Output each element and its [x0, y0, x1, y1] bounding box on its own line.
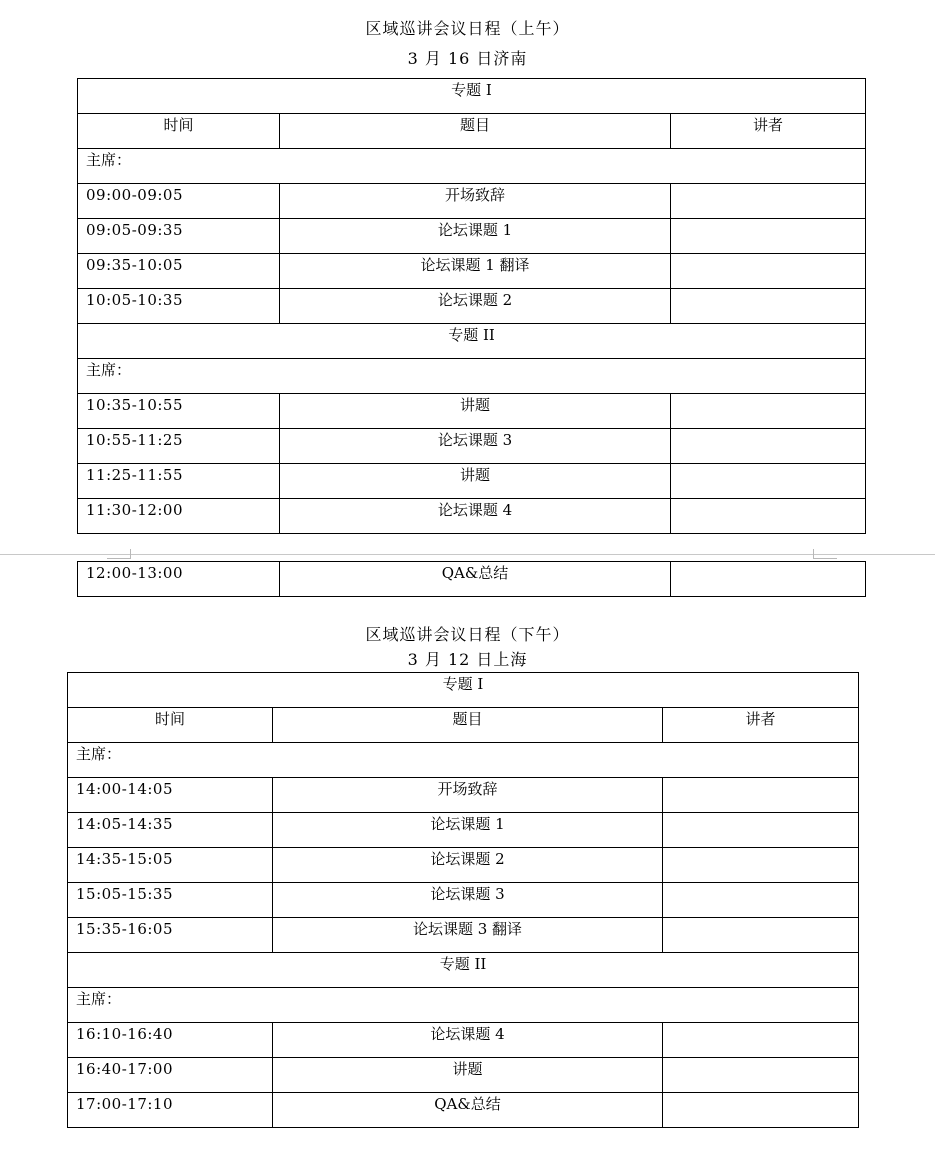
- time-cell: 09:00-09:05: [78, 184, 280, 219]
- speaker-cell: [663, 778, 859, 813]
- page-corner-mark-left: [107, 549, 131, 559]
- table-row: [78, 464, 866, 499]
- subject-cell: 论坛课题 4: [273, 1023, 663, 1058]
- chair-row: [78, 359, 866, 394]
- subject-cell: 论坛课题 1: [280, 219, 671, 254]
- subject-cell: 论坛课题 3: [280, 429, 671, 464]
- afternoon-title: 区域巡讲会议日程（下午）: [365, 625, 570, 644]
- table-row: [68, 1023, 859, 1058]
- table-row: [78, 254, 866, 289]
- speaker-cell: [671, 394, 866, 429]
- time-cell: 15:05-15:35: [68, 883, 273, 918]
- morning-schedule-table: [77, 78, 866, 534]
- chair-cell: 主席：: [68, 743, 859, 778]
- time-cell: 09:35-10:05: [78, 254, 280, 289]
- time-cell: 10:05-10:35: [78, 289, 280, 324]
- morning-subtitle: 3 月 16 日济南: [407, 49, 528, 68]
- subject-cell: 论坛课题 1: [273, 813, 663, 848]
- topic-row: [68, 673, 859, 708]
- speaker-cell: [671, 429, 866, 464]
- afternoon-subtitle: 3 月 12 日上海: [407, 650, 528, 669]
- table-row: [78, 429, 866, 464]
- topic-heading: 专题 I: [68, 673, 859, 708]
- speaker-cell: [671, 499, 866, 534]
- speaker-cell: [671, 562, 866, 597]
- column-header-subject: 题目: [273, 708, 663, 743]
- topic-row: [78, 324, 866, 359]
- speaker-cell: [671, 184, 866, 219]
- chair-cell: 主席：: [78, 149, 866, 184]
- time-cell: 14:00-14:05: [68, 778, 273, 813]
- morning-title: 区域巡讲会议日程（上午）: [365, 19, 570, 38]
- time-cell: 10:55-11:25: [78, 429, 280, 464]
- subject-cell: 讲题: [280, 394, 671, 429]
- chair-row: [68, 988, 859, 1023]
- subject-cell: 讲题: [280, 464, 671, 499]
- subject-cell: QA&总结: [280, 562, 671, 597]
- speaker-cell: [663, 1093, 859, 1128]
- time-cell: 15:35-16:05: [68, 918, 273, 953]
- table-row: [78, 394, 866, 429]
- speaker-cell: [663, 918, 859, 953]
- speaker-cell: [663, 1023, 859, 1058]
- subject-cell: 论坛课题 2: [273, 848, 663, 883]
- afternoon-schedule-table: [67, 672, 859, 1128]
- time-cell: 11:25-11:55: [78, 464, 280, 499]
- speaker-cell: [663, 813, 859, 848]
- speaker-cell: [663, 1058, 859, 1093]
- topic-heading: 专题 II: [78, 324, 866, 359]
- time-cell: 14:05-14:35: [68, 813, 273, 848]
- topic-heading: 专题 II: [68, 953, 859, 988]
- column-header-subject: 题目: [280, 114, 671, 149]
- header-row: [78, 114, 866, 149]
- chair-cell: 主席：: [68, 988, 859, 1023]
- topic-heading: 专题 I: [78, 79, 866, 114]
- topic-row: [78, 79, 866, 114]
- page-corner-mark-right: [813, 549, 837, 559]
- column-header-speaker: 讲者: [663, 708, 859, 743]
- speaker-cell: [663, 883, 859, 918]
- table-row: [68, 883, 859, 918]
- subject-cell: QA&总结: [273, 1093, 663, 1128]
- time-cell: 12:00-13:00: [78, 562, 280, 597]
- morning-schedule-table-continued: [77, 561, 866, 597]
- table-row: [68, 813, 859, 848]
- column-header-time: 时间: [78, 114, 280, 149]
- chair-row: [68, 743, 859, 778]
- topic-row: [68, 953, 859, 988]
- table-row: [68, 778, 859, 813]
- chair-row: [78, 149, 866, 184]
- table-row: [78, 562, 866, 597]
- page-break-line: [0, 554, 935, 555]
- time-cell: 11:30-12:00: [78, 499, 280, 534]
- speaker-cell: [671, 289, 866, 324]
- time-cell: 10:35-10:55: [78, 394, 280, 429]
- header-row: [68, 708, 859, 743]
- speaker-cell: [671, 219, 866, 254]
- time-cell: 16:10-16:40: [68, 1023, 273, 1058]
- table-row: [78, 219, 866, 254]
- subject-cell: 讲题: [273, 1058, 663, 1093]
- table-row: [68, 1093, 859, 1128]
- table-row: [78, 499, 866, 534]
- column-header-time: 时间: [68, 708, 273, 743]
- table-row: [68, 848, 859, 883]
- subject-cell: 论坛课题 4: [280, 499, 671, 534]
- speaker-cell: [671, 464, 866, 499]
- speaker-cell: [671, 254, 866, 289]
- subject-cell: 论坛课题 3 翻译: [273, 918, 663, 953]
- column-header-speaker: 讲者: [671, 114, 866, 149]
- subject-cell: 论坛课题 2: [280, 289, 671, 324]
- table-row: [68, 918, 859, 953]
- subject-cell: 开场致辞: [273, 778, 663, 813]
- subject-cell: 论坛课题 1 翻译: [280, 254, 671, 289]
- subject-cell: 论坛课题 3: [273, 883, 663, 918]
- chair-cell: 主席：: [78, 359, 866, 394]
- speaker-cell: [663, 848, 859, 883]
- time-cell: 17:00-17:10: [68, 1093, 273, 1128]
- time-cell: 16:40-17:00: [68, 1058, 273, 1093]
- subject-cell: 开场致辞: [280, 184, 671, 219]
- time-cell: 09:05-09:35: [78, 219, 280, 254]
- table-row: [78, 184, 866, 219]
- time-cell: 14:35-15:05: [68, 848, 273, 883]
- table-row: [78, 289, 866, 324]
- table-row: [68, 1058, 859, 1093]
